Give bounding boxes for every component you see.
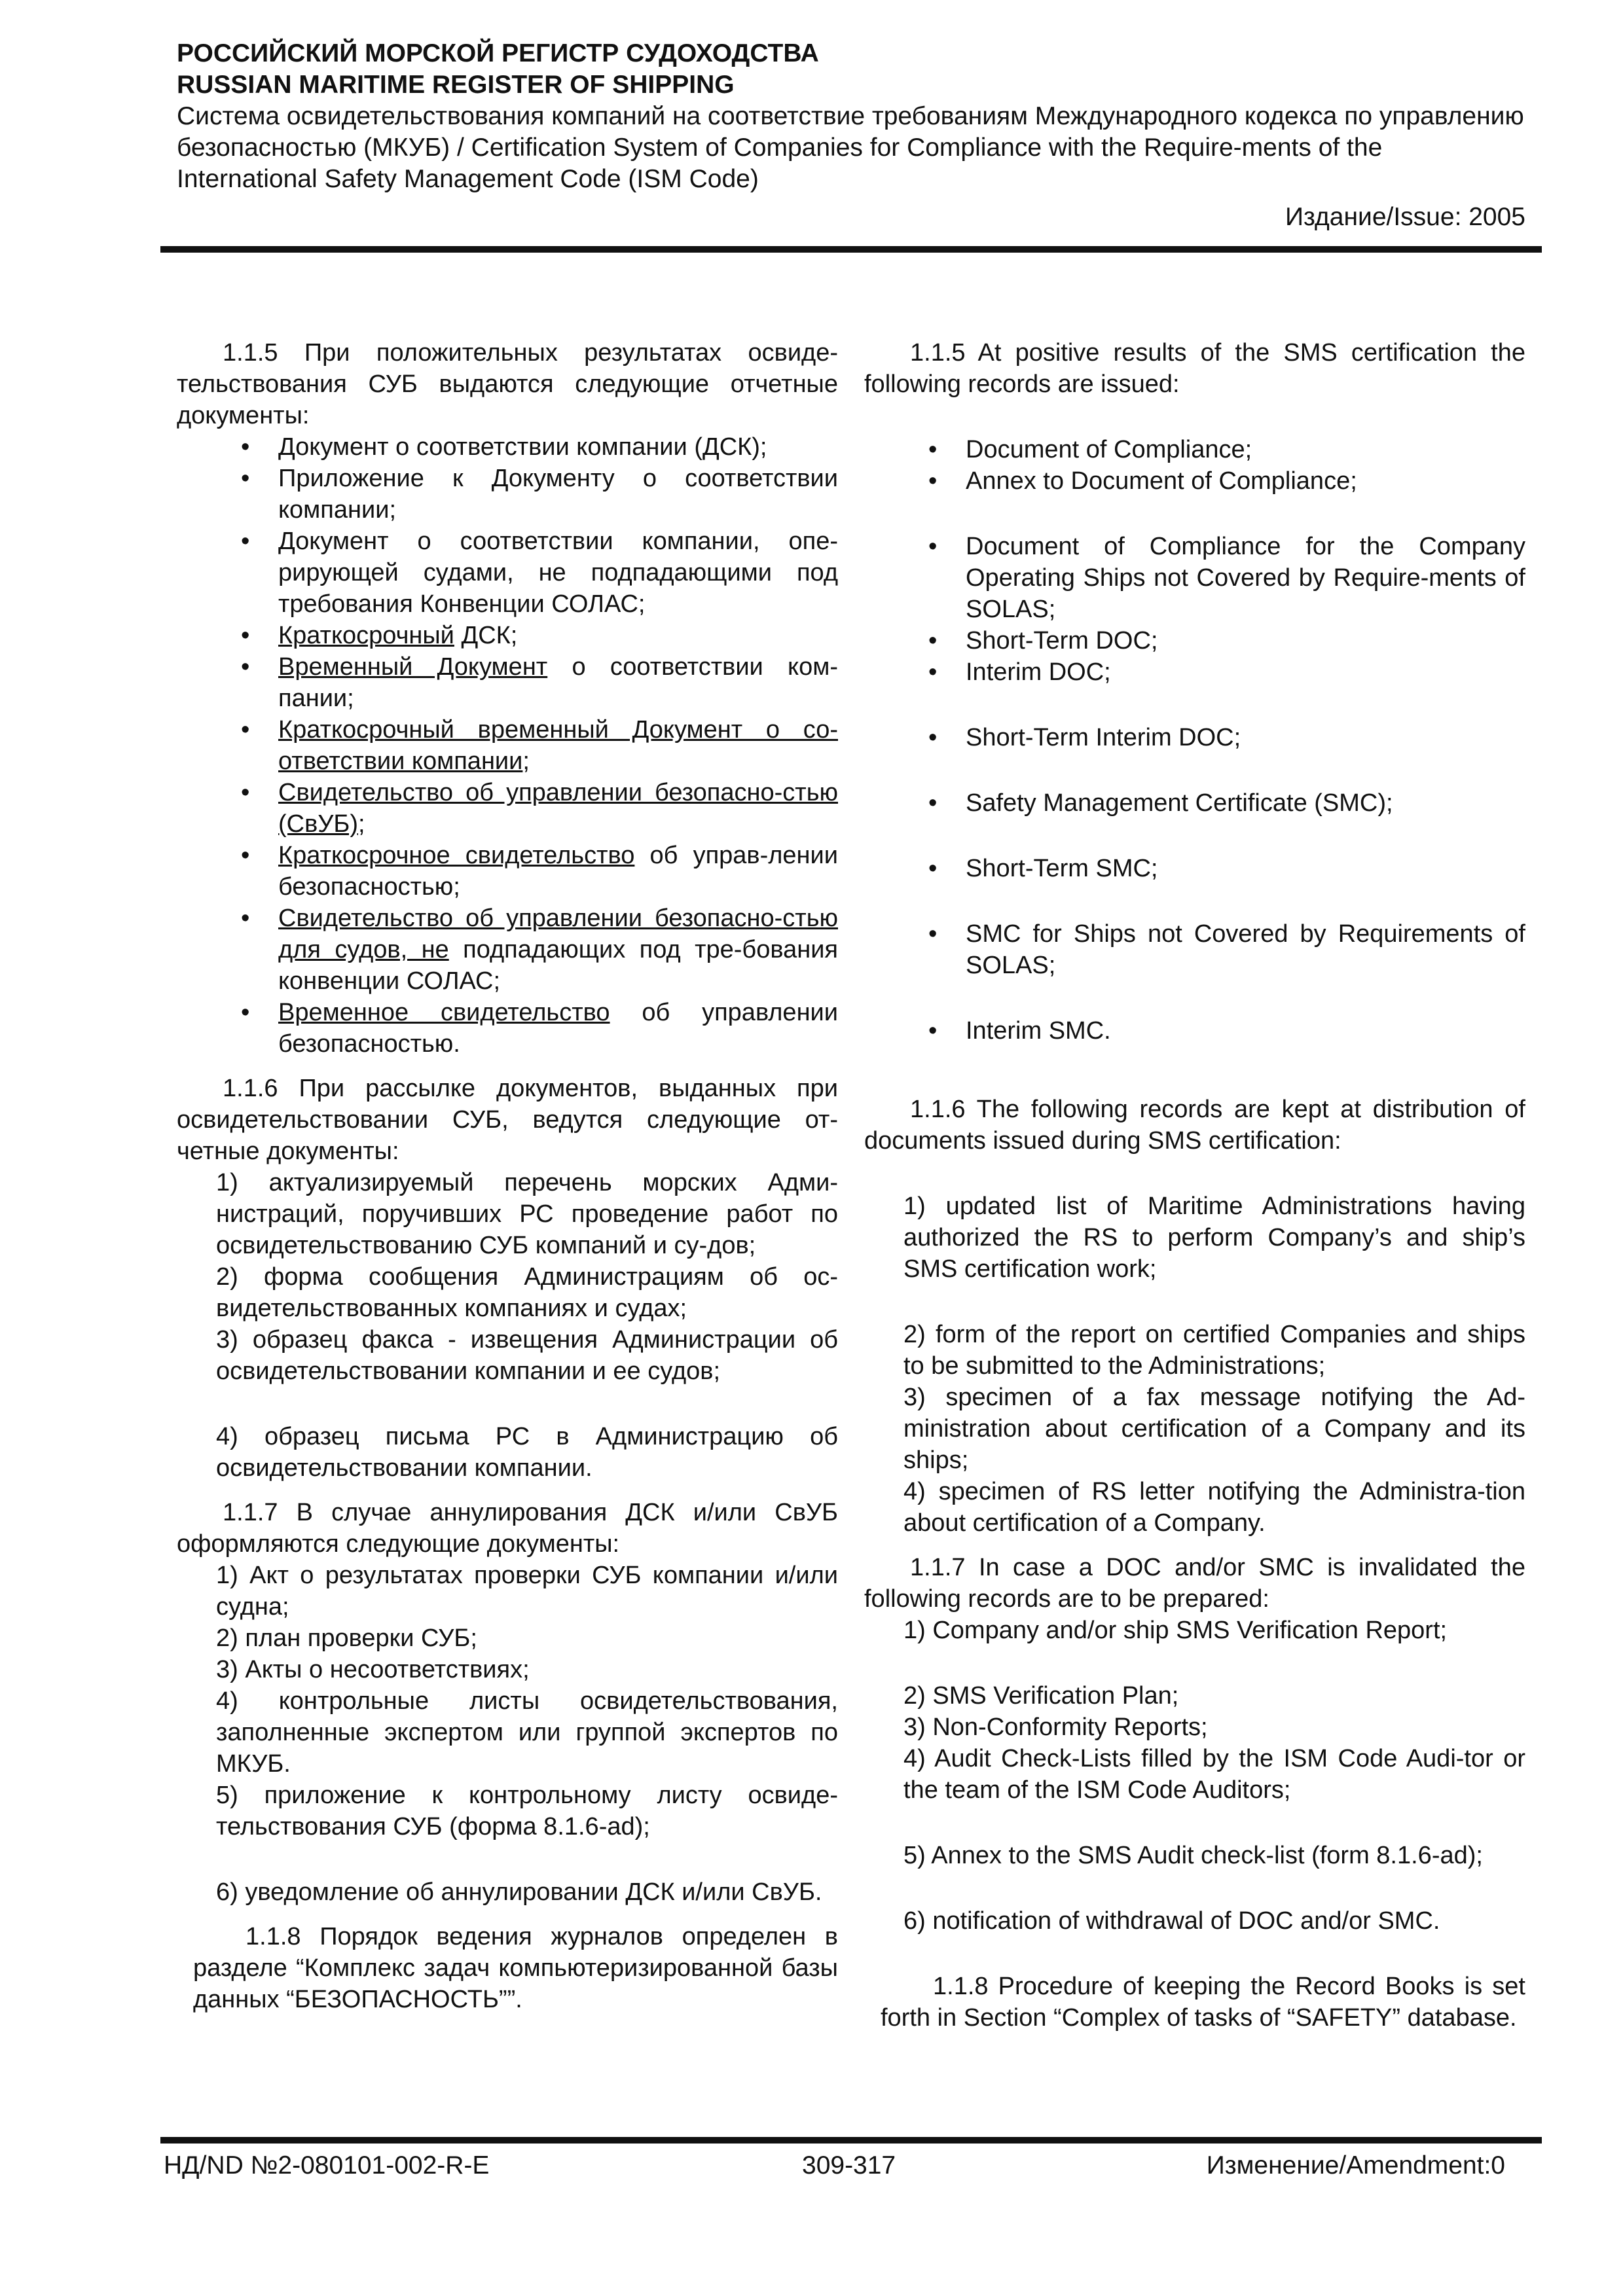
- list-item: [177, 777, 838, 840]
- column-english: [864, 337, 1525, 2034]
- list-item: [177, 714, 838, 777]
- underlined-text: Краткосрочный: [278, 622, 454, 649]
- ru-item-1-1-7-6: 6) уведомление об аннулировании ДСК и/или СвУБ.: [216, 1878, 822, 1906]
- header-rule: [160, 246, 1542, 253]
- header-issue: Издание/Issue: 2005: [1285, 203, 1525, 231]
- ru-item-1-1-7-2: 2) план проверки СУБ;: [216, 1624, 477, 1652]
- footer-pages: 309-317: [802, 2151, 896, 2179]
- en-item-1-1-7-3: 3) Non-Conformity Reports;: [903, 1713, 1208, 1741]
- list-item-text: ;: [358, 810, 365, 838]
- list-item-text: SMC for Ships not Covered by Requirements of SOLAS;: [966, 920, 1525, 979]
- list-item-text: ;: [522, 747, 530, 775]
- ru-records-list: [177, 431, 838, 1060]
- list-item: [177, 620, 838, 651]
- page-header: [177, 38, 1525, 233]
- underlined-text: Краткосрочный временный Документ о со-ответствии компании: [278, 716, 838, 775]
- list-item: [177, 431, 838, 463]
- list-item: [864, 918, 1525, 981]
- en-item-1-1-7-4: 4) Audit Check-Lists filled by the ISM Code Audi-tor or the team of the ISM Code Auditors;: [903, 1745, 1525, 1804]
- ru-item-1-1-6-3: 3) образец факса - извещения Администрации об освидетельствовании компании и ее судов;: [216, 1326, 838, 1385]
- list-item: [864, 465, 1525, 497]
- header-title-en: RUSSIAN MARITIME REGISTER OF SHIPPING: [177, 71, 735, 99]
- list-item: [177, 903, 838, 997]
- footer-amendment: Изменение/Amendment:0: [1206, 2151, 1505, 2179]
- list-item: [864, 531, 1525, 625]
- list-item: [177, 463, 838, 526]
- list-item: [864, 787, 1525, 819]
- ru-item-1-1-6-2: 2) форма сообщения Администрациям об ос-видетельствованных компаниях и судах;: [216, 1263, 838, 1322]
- ru-section-1-1-7: 1.1.7 В случае аннулирования ДСК и/или СвУБ оформляются следующие документы:: [177, 1499, 838, 1558]
- en-records-list: [864, 434, 1525, 1047]
- list-item-text: Safety Management Certificate (SMC);: [966, 789, 1393, 817]
- en-section-1-1-5: 1.1.5 At positive results of the SMS certification the following records are issued:: [864, 339, 1525, 398]
- ru-section-1-1-6: 1.1.6 При рассылке документов, выданных при освидетельствовании СУБ, ведутся следующие от-четные документы:: [177, 1075, 838, 1165]
- ru-item-1-1-7-3: 3) Акты о несоответствиях;: [216, 1656, 530, 1683]
- underlined-text: Временное свидетельство: [278, 999, 610, 1026]
- en-item-1-1-6-4: 4) specimen of RS letter notifying the Administra-tion about certification of a Company.: [903, 1478, 1525, 1537]
- ru-item-1-1-7-1: 1) Акт о результатах проверки СУБ компании и/или судна;: [216, 1562, 838, 1621]
- ru-item-1-1-7-4: 4) контрольные листы освидетельствования, заполненные экспертом или группой экспертов по МКУБ.: [216, 1687, 838, 1778]
- list-item-text: Документ о соответствии компании, опе-рирующей судами, не подпадающими под требования Конвенции СОЛАС;: [278, 528, 838, 618]
- en-item-1-1-6-2: 2) form of the report on certified Companies and ships to be submitted to the Administrations;: [903, 1321, 1525, 1380]
- en-item-1-1-7-2: 2) SMS Verification Plan;: [903, 1682, 1179, 1710]
- ru-section-1-1-8: 1.1.8 Порядок ведения журналов определен в разделе “Комплекс задач компьютеризированной базы данных “БЕЗОПАСНОСТЬ””.: [193, 1923, 838, 2013]
- list-item: [177, 526, 838, 620]
- en-section-1-1-6: 1.1.6 The following records are kept at distribution of documents issued during SMS certification:: [864, 1096, 1525, 1155]
- list-item: [864, 1015, 1525, 1047]
- list-item-text: об управлении безопасностью.: [278, 999, 839, 1058]
- ru-item-1-1-6-4: 4) образец письма РС в Администрацию об освидетельствовании компании.: [216, 1423, 838, 1482]
- footer-doc-number: НД/ND №2-080101-002-R-E: [164, 2151, 490, 2179]
- ru-item-1-1-6-1: 1) актуализируемый перечень морских Адми-нистраций, поручивших РС проведение работ по освидетельствованию СУБ компаний и су-дов;: [216, 1169, 838, 1259]
- list-item-text: Приложение к Документу о соответствии компании;: [278, 465, 838, 524]
- list-item: [864, 853, 1525, 884]
- list-item: [864, 722, 1525, 753]
- list-item-text: Short-Term Interim DOC;: [966, 724, 1241, 751]
- footer-rule: [160, 2137, 1542, 2144]
- list-item-text: Document of Compliance;: [966, 436, 1252, 463]
- ru-section-1-1-5: 1.1.5 При положительных результатах освиде-тельствования СУБ выдаются следующие отчетные документы:: [177, 339, 838, 429]
- header-description: Система освидетельствования компаний на соответствие требованиям Международного кодекса по управлению безопасностью (МКУБ) / Certification System of Companies for Compliance with the Require-ments of the International Safety Management Code (ISM Code): [177, 102, 1524, 193]
- en-item-1-1-7-6: 6) notification of withdrawal of DOC and/or SMC.: [903, 1907, 1440, 1935]
- list-item-text: Interim DOC;: [966, 658, 1111, 686]
- underlined-text: Краткосрочное свидетельство: [278, 842, 635, 869]
- column-russian: [177, 337, 838, 2015]
- en-item-1-1-6-3: 3) specimen of a fax message notifying the Ad-ministration about certification of a Company and its ships;: [903, 1384, 1525, 1474]
- list-item-text: Interim SMC.: [966, 1017, 1111, 1045]
- list-item-text: об управ-лении безопасностью;: [278, 842, 838, 901]
- list-item-text: Document of Compliance for the Company Operating Ships not Covered by Require-ments of SOLAS;: [966, 533, 1525, 623]
- header-title-ru: РОССИЙСКИЙ МОРСКОЙ РЕГИСТР СУДОХОДСТВА: [177, 39, 819, 67]
- list-item: [177, 997, 838, 1060]
- list-item: [864, 656, 1525, 688]
- list-item: [177, 651, 838, 714]
- list-item-text: подпадающих под тре-бования конвенции СОЛАС;: [278, 936, 839, 995]
- en-item-1-1-7-1: 1) Company and/or ship SMS Verification Report;: [903, 1617, 1448, 1644]
- en-section-1-1-8: 1.1.8 Procedure of keeping the Record Books is set forth in Section “Complex of tasks of “SAFETY” database.: [881, 1973, 1525, 2032]
- list-item-text: Annex to Document of Compliance;: [966, 467, 1357, 495]
- list-item-text: Short-Term DOC;: [966, 627, 1158, 655]
- list-item-text: Short-Term SMC;: [966, 855, 1158, 882]
- list-item: [864, 625, 1525, 656]
- underlined-text: Свидетельство об управлении безопасно-стью для судов, не: [278, 905, 838, 963]
- en-item-1-1-6-1: 1) updated list of Maritime Administrations having authorized the RS to perform Company’s and ship’s SMS certification work;: [903, 1193, 1525, 1283]
- list-item-text: Документ о соответствии компании (ДСК);: [278, 433, 767, 461]
- list-item-text: о соответствии ком-пании;: [278, 653, 838, 712]
- underlined-text: Временный Документ: [278, 653, 548, 681]
- en-item-1-1-7-5: 5) Annex to the SMS Audit check-list (form 8.1.6-ad);: [903, 1842, 1483, 1869]
- list-item: [177, 840, 838, 903]
- en-section-1-1-7: 1.1.7 In case a DOC and/or SMC is invalidated the following records are to be prepared:: [864, 1554, 1525, 1613]
- list-item-text: ДСК;: [454, 622, 518, 649]
- underlined-text: Свидетельство об управлении безопасно-стью (СвУБ): [278, 779, 838, 838]
- list-item: [864, 434, 1525, 465]
- ru-item-1-1-7-5: 5) приложение к контрольному листу освиде-тельствования СУБ (форма 8.1.6-ad);: [216, 1782, 838, 1840]
